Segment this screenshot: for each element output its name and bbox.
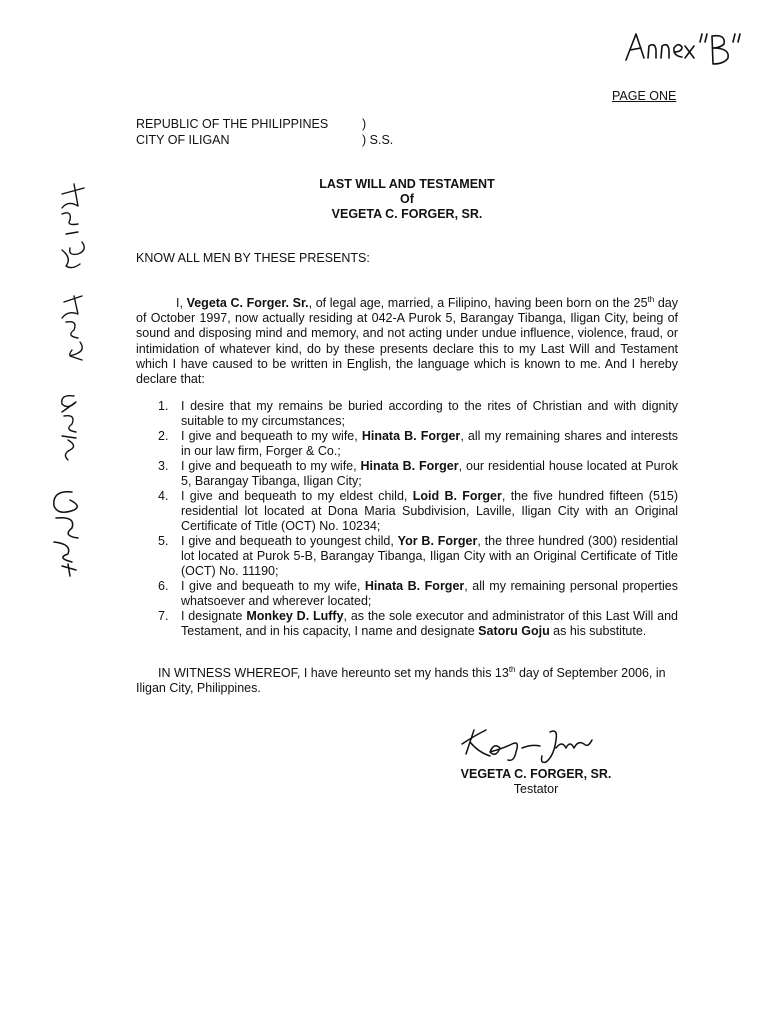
item-number: 6. bbox=[158, 579, 169, 593]
beneficiary-name: Hinata B. Forger bbox=[364, 579, 465, 593]
title-line-1: LAST WILL AND TESTAMENT bbox=[319, 177, 495, 191]
beneficiary-name: Yor B. Forger bbox=[397, 534, 478, 548]
intro-sup: th bbox=[647, 294, 655, 304]
intro-text-1: I, bbox=[176, 296, 187, 310]
venue-paren: ) bbox=[362, 117, 367, 131]
item-text: I desire that my remains be buried according to the rites of Christian and with dignity suitable to my circumstances; bbox=[181, 399, 678, 428]
item-text: , the three hundred (300) residential lot located at Purok 5-B, Barangay Tibanga, Iligan City with an Original Certificate of Title (OCT) No. 11190; bbox=[181, 534, 678, 578]
witness-sup: th bbox=[508, 664, 516, 674]
list-item bbox=[136, 579, 678, 609]
item-number: 2. bbox=[158, 429, 169, 443]
know-all-men-heading: KNOW ALL MEN BY THESE PRESENTS: bbox=[136, 251, 370, 265]
margin-signature-1 bbox=[48, 180, 92, 272]
page-label: PAGE ONE bbox=[612, 89, 677, 103]
beneficiary-name: Hinata B. Forger bbox=[360, 459, 459, 473]
annex-handwritten-label bbox=[622, 26, 752, 70]
item-text: , as the sole executor and administrator of this Last Will and Testament, and in his capacity, I name and designate bbox=[181, 609, 678, 638]
item-text: , all my remaining shares and interests in our law firm, Forger & Co.; bbox=[181, 429, 679, 458]
document-title bbox=[136, 177, 678, 222]
venue-city: CITY OF ILIGAN bbox=[136, 133, 230, 147]
margin-signature-3 bbox=[48, 390, 88, 462]
list-item bbox=[136, 609, 678, 639]
margin-signature-2 bbox=[52, 292, 92, 364]
item-text: as his substitute. bbox=[549, 624, 647, 638]
beneficiary-name: Loid B. Forger bbox=[412, 489, 502, 503]
item-text: , all my remaining personal properties whatsoever and wherever located; bbox=[181, 579, 678, 608]
title-line-3: VEGETA C. FORGER, SR. bbox=[331, 207, 483, 221]
list-item bbox=[136, 429, 678, 459]
item-text: I give and bequeath to youngest child, bbox=[181, 534, 398, 548]
item-text: , our residential house located at Purok 5, Barangay Tibanga, Iligan City; bbox=[181, 459, 679, 488]
title-line-2: Of bbox=[400, 192, 414, 206]
item-number: 5. bbox=[158, 534, 169, 548]
item-text: I designate bbox=[181, 609, 247, 623]
item-text: , the five hundred fifteen (515) residential lot located at Dona Maria Subdivision, Laville, Iligan City with an Original Certificate of Title (OCT) No. 10234; bbox=[181, 489, 678, 533]
witness-text-1: IN WITNESS WHEREOF, I have hereunto set my hands this 13 bbox=[158, 666, 509, 680]
testator-name: Vegeta C. Forger. Sr. bbox=[186, 296, 309, 310]
list-item bbox=[136, 399, 678, 429]
signatory-name: VEGETA C. FORGER, SR. bbox=[460, 767, 612, 781]
list-item bbox=[136, 459, 678, 489]
item-number: 7. bbox=[158, 609, 169, 623]
item-text: I give and bequeath to my eldest child, bbox=[181, 489, 413, 503]
intro-paragraph bbox=[136, 296, 678, 387]
venue-block bbox=[136, 116, 393, 148]
item-text: I give and bequeath to my wife, bbox=[181, 579, 365, 593]
intro-text-2: , of legal age, married, a Filipino, having been born on the 25 bbox=[308, 296, 648, 310]
witness-text-2: day of September 2006, in Iligan City, Philippines. bbox=[136, 666, 666, 696]
venue-ss: ) S.S. bbox=[362, 133, 394, 147]
executor-name: Monkey D. Luffy bbox=[246, 609, 344, 623]
item-number: 4. bbox=[158, 489, 169, 503]
witness-paragraph bbox=[136, 666, 678, 696]
item-text: I give and bequeath to my wife, bbox=[181, 429, 362, 443]
signatory-role: Testator bbox=[513, 782, 559, 796]
item-text: I give and bequeath to my wife, bbox=[181, 459, 361, 473]
substitute-name: Satoru Goju bbox=[478, 624, 550, 638]
venue-republic: REPUBLIC OF THE PHILIPPINES bbox=[136, 117, 329, 131]
testator-signature bbox=[456, 722, 596, 766]
intro-text-3: day of October 1997, now actually residing at 042-A Purok 5, Barangay Tibanga, Iligan City, being of sound and disposing mind and memory, and not acting under undue influence, violence, fraud, or intimidation of whatever kind, do by these presents declare this to my Last Will and Testament which I have caused to be written in English, the language which is known to me. And I hereby declare that: bbox=[136, 296, 678, 387]
list-item bbox=[136, 534, 678, 579]
bequest-list bbox=[136, 399, 678, 639]
beneficiary-name: Hinata B. Forger bbox=[361, 429, 461, 443]
list-item bbox=[136, 489, 678, 534]
item-number: 1. bbox=[158, 399, 169, 413]
margin-signature-4 bbox=[42, 486, 90, 578]
item-number: 3. bbox=[158, 459, 169, 473]
